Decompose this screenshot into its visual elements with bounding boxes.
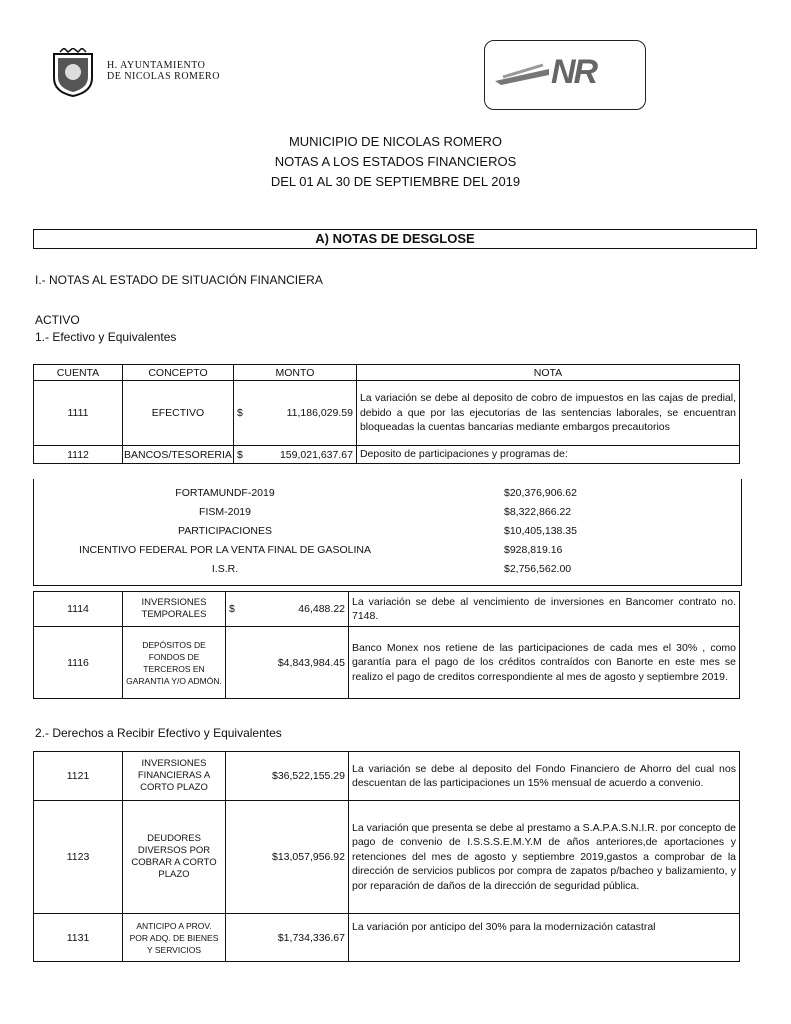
activo-heading: ACTIVO [35,313,80,327]
logo-swoosh-icon [493,55,553,89]
nota-cell: La variación se debe al vencimiento de inversiones en Bancomer contrato no. 7148. [349,592,740,627]
amount: 11,186,029.59 [286,407,353,419]
title-line1: MUNICIPIO DE NICOLAS ROMERO [288,134,503,149]
col-nota: NOTA [356,365,739,381]
logo-text: NR [551,53,597,91]
amount: 159,021,637.67 [279,448,353,461]
table-row [34,801,740,914]
monto-cell: $13,057,956.92 [226,801,349,914]
table-row [34,446,740,464]
nota-cell: La variación se debe al deposito de cobro de impuestos en las cajas de predial, debido a que por las ejecutorias de las sentencias laborales, se encuentran bloqueadas la cuentas bancarias mediante embargos precautorios [356,381,739,446]
program-name: FISM-2019 [199,506,251,518]
title-line3: DEL 01 AL 30 DE SEPTIEMBRE DEL 2019 [270,174,521,189]
nota-cell: Banco Monex nos retiene de las participaciones de cada mes el 30% , como garantía para el pago de los créditos contraídos con Banorte en este mes se realizo el pago de creditos correspondiente al mes de agosto y septiembre 2019. [349,627,740,699]
nota-cell: La variación que presenta se debe al prestamo a S.A.P.A.S.N.I.R. por concepto de pago de convenio de I.S.S.S.E.M.Y.M de años anteriores,de aportaciones y retenciones del mes de agosto y septiembre 2019,gastos a comprobar de la dirección de servicios publicos por compra de zapatos p/bacheo y balizamiento, y por reparación de daños de la dirección de seguridad pública. [349,801,740,914]
monto-cell [233,381,356,446]
nota-cell: La variación se debe al deposito del Fondo Financiero de Ahorro del cual nos descuentan de las participaciones un 15% mensual de acuerdo a convenio. [349,752,740,801]
table-row [34,752,740,801]
cuenta-cell: 1112 [34,446,123,464]
program-amount: $2,756,562.00 [504,563,572,575]
monto-cell [226,592,349,627]
program-amount: $928,819.16 [504,544,563,556]
program-amount: $8,322,866.22 [504,506,572,518]
program-name: PARTICIPACIONES [178,525,272,537]
program-name: INCENTIVO FEDERAL POR LA VENTA FINAL DE GASOLINA [79,544,371,556]
nr-logo [484,40,646,110]
col-monto: MONTO [233,365,356,381]
program-amount: $20,376,906.62 [504,487,577,499]
currency-sign: $ [236,407,243,419]
group2-title: 2.- Derechos a Recibir Efectivo y Equivalentes [35,726,282,740]
concepto-cell: INVERSIONES FINANCIERAS A CORTO PLAZO [123,752,226,801]
concepto-cell: BANCOS/TESORERIA [123,446,234,464]
monto-cell [233,446,356,464]
col-cuenta: CUENTA [34,365,123,381]
cuenta-cell: 1116 [34,627,123,699]
program-amount: $10,405,138.35 [504,525,577,537]
amount: 46,488.22 [298,603,345,615]
currency-sign: $ [236,448,243,461]
section-title: A) NOTAS DE DESGLOSE [33,229,757,249]
concepto-cell: DEPÓSITOS DE FONDOS DE TERCEROS EN GARANTIA Y/O ADMÓN. [123,627,226,699]
table-row [34,627,740,699]
org-name-line2: DE NICOLAS ROMERO [107,71,220,82]
table-row [34,381,740,446]
program-name: I.S.R. [211,563,239,575]
title-line2: NOTAS A LOS ESTADOS FINANCIEROS [274,154,517,169]
program-name: FORTAMUNDF-2019 [175,487,275,499]
cuenta-cell: 1123 [34,801,123,914]
monto-cell: $4,843,984.45 [226,627,349,699]
cash-table-continued [33,591,740,699]
programs-breakdown [33,479,742,586]
concepto-cell: ANTICIPO A PROV. POR ADQ. DE BIENES Y SERVICIOS [123,914,226,962]
org-name-line1: H. AYUNTAMIENTO [107,60,206,71]
monto-cell: $36,522,155.29 [226,752,349,801]
cuenta-cell: 1114 [34,592,123,627]
concepto-cell: INVERSIONES TEMPORALES [123,592,226,627]
group1-title: 1.- Efectivo y Equivalentes [35,330,177,344]
municipal-seal-icon [50,48,96,98]
col-concepto: CONCEPTO [123,365,234,381]
nota-cell: La variación por anticipo del 30% para la modernización catastral [349,914,740,962]
subsection-title: I.- NOTAS AL ESTADO DE SITUACIÓN FINANCIERA [35,273,323,287]
cuenta-cell: 1131 [34,914,123,962]
cuenta-cell: 1121 [34,752,123,801]
table-row [34,592,740,627]
currency-sign: $ [229,603,235,615]
concepto-cell: EFECTIVO [123,381,234,446]
nota-cell: Deposito de participaciones y programas de: [356,446,739,464]
concepto-cell: DEUDORES DIVERSOS POR COBRAR A CORTO PLAZO [123,801,226,914]
cash-table [33,364,740,464]
receivables-table [33,751,740,962]
monto-cell: $1,734,336.67 [226,914,349,962]
cuenta-cell: 1111 [34,381,123,446]
table-row [34,914,740,962]
